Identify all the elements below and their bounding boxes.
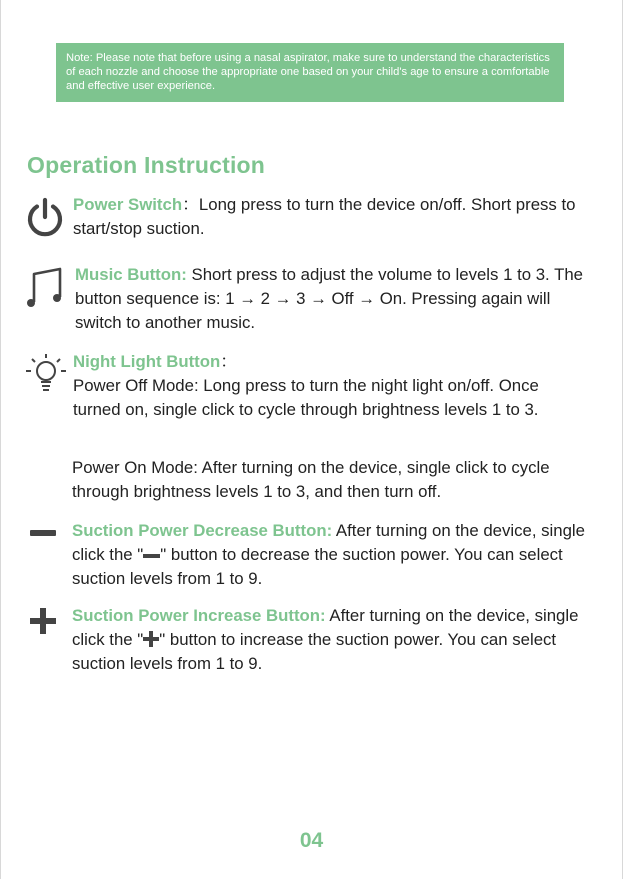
night-light-paragraph: [73, 350, 588, 422]
suction-decrease-label: Suction Power Decrease Button:: [72, 521, 333, 540]
suction-increase-label: Suction Power Increase Button:: [72, 606, 326, 625]
night-light-separator: ：: [220, 352, 238, 371]
light-bulb-icon: [25, 352, 67, 396]
power-icon: [24, 197, 66, 239]
music-button-label: Music Button:: [75, 265, 187, 284]
night-light-on-mode-text: Power On Mode: After turning on the device, single click to cycle through brightness levels 1 to 3, and then turn off.: [72, 458, 550, 501]
night-light-off-mode-text: Power Off Mode: Long press to turn the night light on/off. Once turned on, single click to cycle through brightness levels 1 to 3.: [73, 376, 539, 419]
page-number: 04: [299, 829, 324, 852]
minus-icon: [30, 530, 56, 536]
power-switch-item: [73, 193, 588, 241]
power-switch-paragraph: [73, 193, 588, 241]
page-border-left: [0, 0, 1, 879]
section-title: Operation Instruction: [27, 152, 266, 178]
music-note-icon: [26, 266, 64, 310]
inline-minus-icon: [143, 551, 160, 561]
music-button-item: [75, 263, 588, 335]
suction-decrease-paragraph: [72, 519, 588, 591]
music-button-text: Short press to adjust the volume to levels 1 to 3. The button sequence is: 1 → 2 → 3 → Off → On. Pressing again will switch to another music.: [75, 265, 583, 332]
night-light-on-mode-item: [72, 456, 588, 504]
suction-increase-paragraph: [72, 604, 588, 676]
power-switch-label: Power Switch: [73, 195, 183, 214]
suction-decrease-item: [72, 519, 588, 591]
night-light-label: Night Light Button: [73, 352, 221, 371]
power-switch-text: Long press to turn the device on/off. Short press to start/stop suction.: [73, 195, 576, 238]
music-button-paragraph: [75, 263, 588, 335]
plus-icon: [30, 608, 56, 634]
suction-decrease-text-after: " button to decrease the suction power. You can select suction levels from 1 to 9.: [72, 545, 563, 588]
note-box: Note: Please note that before using a nasal aspirator, make sure to understand the characteristics of each nozzle and choose the appropriate one based on your child's age to ensure a comfortable and effective user experience.: [56, 43, 564, 102]
night-light-item: [73, 350, 588, 422]
suction-decrease-text-before: After turning on the device, single click the ": [72, 521, 585, 564]
power-switch-separator: ：: [182, 195, 199, 214]
suction-increase-item: [72, 604, 588, 676]
suction-increase-text-after: " button to increase the suction power. You can select suction levels from 1 to 9.: [72, 630, 557, 673]
inline-plus-icon: [143, 631, 159, 647]
suction-increase-text-before: After turning on the device, single click the ": [72, 606, 579, 649]
